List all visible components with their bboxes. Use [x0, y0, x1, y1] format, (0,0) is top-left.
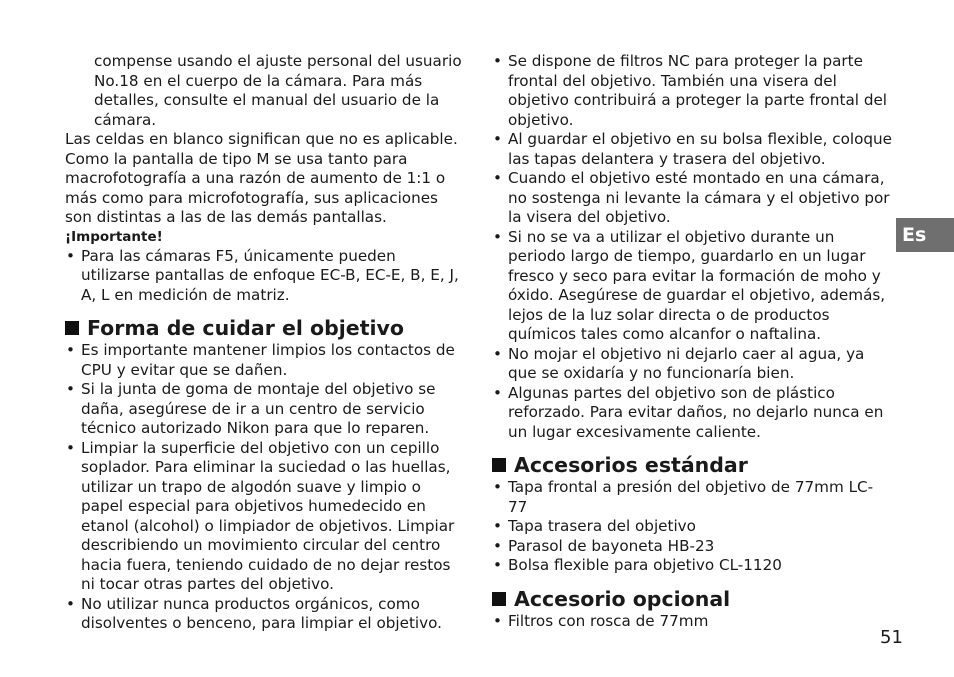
optional-heading-text: Accesorio opcional [514, 586, 731, 611]
left-column [65, 52, 465, 634]
care-heading-text: Forma de cuidar el objetivo [87, 316, 404, 340]
list-item: • Algunas partes del objetivo son de plástico reforzado. Para evitar daños, no dejarlo nunca en un lugar excesivamente caliente. [492, 384, 892, 443]
list-item: • No mojar el objetivo ni dejarlo caer al agua, ya que se oxidaría y no funcionaría bien. [492, 345, 892, 384]
list-item: • Parasol de bayoneta HB-23 [492, 537, 892, 557]
language-tab: Es [896, 218, 954, 252]
optional-accessory-heading [492, 586, 892, 612]
right-column [492, 52, 892, 631]
square-bullet-icon [492, 458, 506, 472]
standard-accessories-list [492, 478, 892, 576]
care-heading [65, 315, 465, 341]
list-item: • Tapa trasera del objetivo [492, 517, 892, 537]
list-item: • Si no se va a utilizar el objetivo durante un periodo largo de tiempo, guardarlo en un lugar fresco y seco para evitar la formación de moho y óxido. Asegúrese de guardar el objetivo, además, lejos de la luz solar directa o de productos químicos tales como alcanfor o naftalina. [492, 228, 892, 345]
intro-continuation: compense usando el ajuste personal del usuario No.18 en el cuerpo de la cámara. Para más detalles, consulte el manual del usuario de la cámara. [94, 52, 462, 129]
page-number: 51 [880, 627, 903, 648]
list-item: • Cuando el objetivo esté montado en una cámara, no sostenga ni levante la cámara y el objetivo por la visera del objetivo. [492, 169, 892, 228]
list-item: • Es importante mantener limpios los contactos de CPU y evitar que se dañen. [65, 341, 465, 380]
list-item: • Limpiar la superficie del objetivo con un cepillo soplador. Para eliminar la suciedad o las huellas, utilizar un trapo de algodón suave y limpio o papel especial para objetivos humedecido en etanol (alcohol) o limpiador de objetivos. Limpiar describiendo un movimiento circular del centro hacia fuera, teniendo cuidado de no dejar restos ni tocar otras partes del objetivo. [65, 439, 465, 595]
square-bullet-icon [65, 321, 79, 335]
standard-heading-text: Accesorios estándar [514, 453, 748, 477]
care-list [65, 341, 465, 634]
list-item: • Se dispone de filtros NC para proteger la parte frontal del objetivo. También una visera del objetivo contribuirá a proteger la parte frontal del objetivo. [492, 52, 892, 130]
list-item: • No utilizar nunca productos orgánicos, como disolventes o benceno, para limpiar el objetivo. [65, 595, 465, 634]
optional-accessory-list [492, 612, 892, 632]
list-item: • Si la junta de goma de montaje del objetivo se daña, asegúrese de ir a un centro de servicio técnico autorizado Nikon para que lo reparen. [65, 380, 465, 439]
important-list [65, 247, 465, 306]
list-item: • Al guardar el objetivo en su bolsa flexible, coloque las tapas delantera y trasera del objetivo. [492, 130, 892, 169]
square-bullet-icon [492, 592, 506, 606]
list-item: • Filtros con rosca de 77mm [492, 612, 892, 632]
standard-accessories-heading [492, 452, 892, 478]
care-list-continued [492, 52, 892, 442]
blank-cells-note: Las celdas en blanco significan que no es aplicable. Como la pantalla de tipo M se usa tanto para macrofotografía a una razón de aumento de 1:1 o más como para microfotografía, sus aplicaciones son distintas a las de las demás pantallas. [65, 130, 458, 226]
important-label: ¡Importante! [65, 228, 163, 245]
list-item: • Tapa frontal a presión del objetivo de 77mm LC-77 [492, 478, 892, 517]
list-item: • Bolsa flexible para objetivo CL-1120 [492, 556, 892, 576]
list-item: • Para las cámaras F5, únicamente pueden utilizarse pantallas de enfoque EC-B, EC-E, B, E, J, A, L en medición de matriz. [65, 247, 465, 306]
